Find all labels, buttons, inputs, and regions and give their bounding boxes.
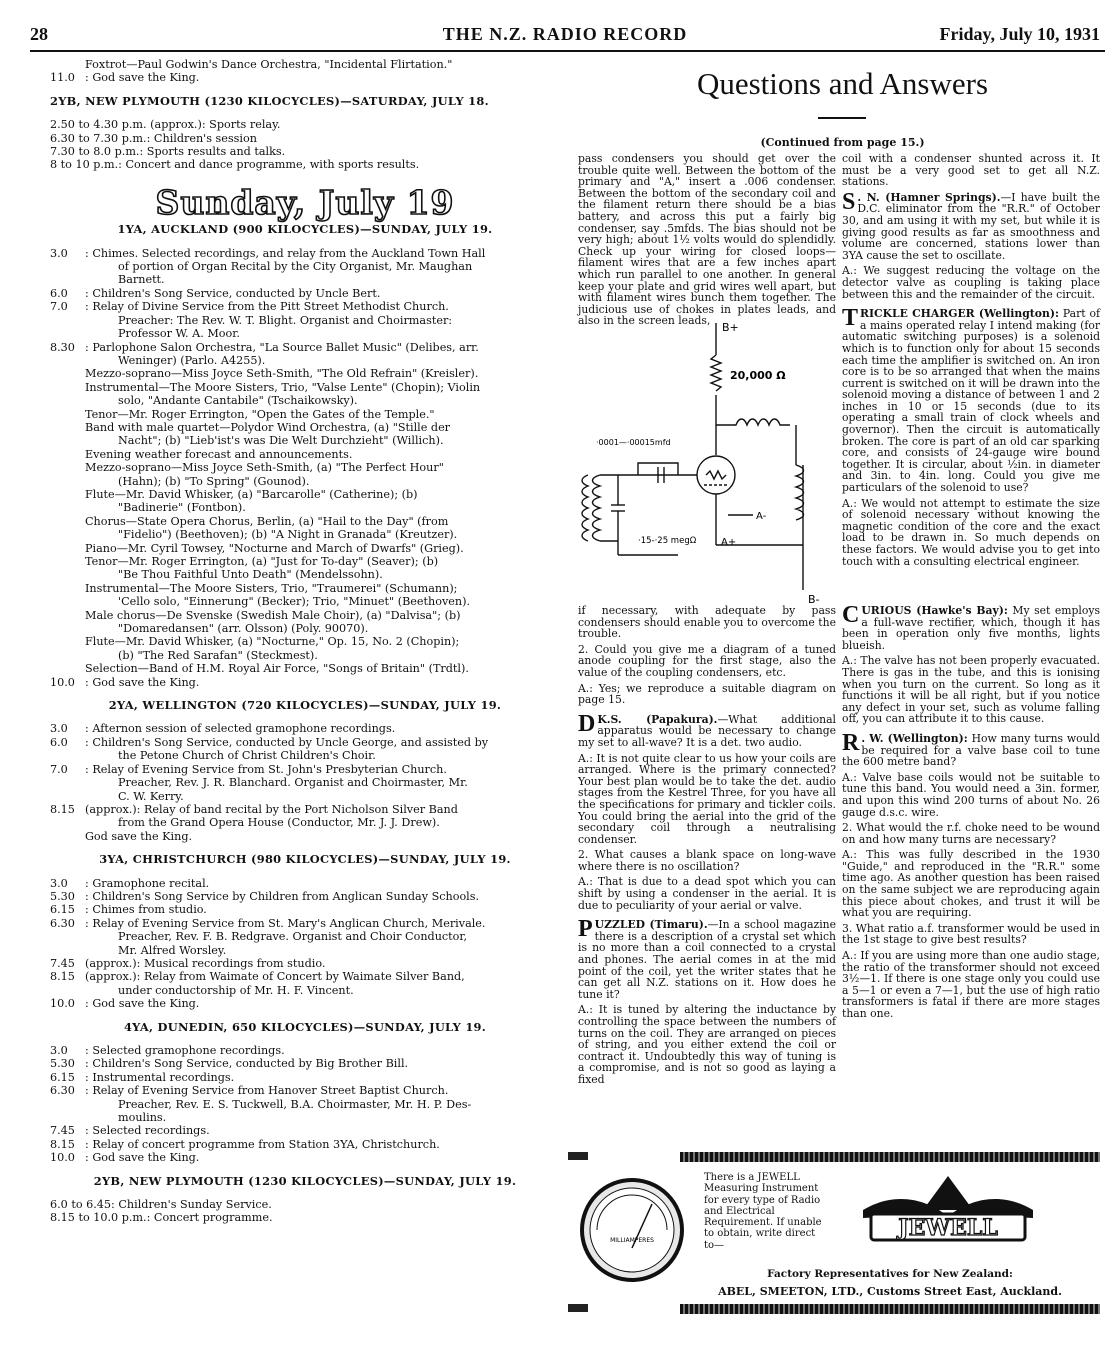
ad-border-top (680, 1152, 1100, 1162)
programme-line: 6.0 : Children's Song Service, conducted by Uncle George, and assisted by (50, 735, 489, 749)
station-heading-nplymouth-sat: 2YB, NEW PLYMOUTH (1230 KILOCYCLES)—SATURDAY, JULY 18. (50, 93, 489, 108)
qa-question: TRICKLE CHARGER (Wellington): Part of a mains operated relay I intend making (for automatic switching purposes) is a solenoid which is to function only for about 15 seconds each time the amplifier is switched on. An iron core is to be so arranged that when the mains current is switched on it will be drawn into the solenoid moving a distance of between 1 and 2 inches in 10 or 15 seconds (due to its operating a small train of clock wheels and governor). Then the circuit is automatically broken. The core is part of an old car sparking core, and consists of 24-gauge wire bound together. It is circular, about ½in. in diameter and 3in. to 4in. long. Could you give me particulars of the solenoid to use? (842, 305, 1101, 495)
programme-column (50, 58, 560, 1225)
qa-column-2-top (842, 153, 1100, 571)
station-heading-christchurch: 3YA, CHRISTCHURCH (980 KILOCYCLES)—SUNDAY, JULY 19. (99, 852, 511, 867)
jewell-brand: JEWELL (898, 1215, 998, 1241)
label-b-minus: B- (808, 593, 820, 605)
dunedin-items (50, 1044, 560, 1165)
qa-column-2-bottom (842, 602, 1100, 1024)
ad-representatives: Factory Representatives for New Zealand: (767, 1268, 1013, 1280)
qa-question: 2. What would the r.f. choke need to be wound on and how many turns are necessary? (842, 821, 1100, 846)
programme-line: Foxtrot—Paul Godwin's Dance Orchestra, "Incidental Flirtation." (85, 58, 453, 71)
programme-item: "Fidelio") (Beethoven); (b) "A Night in Granada" (Kreutzer). (118, 528, 458, 542)
qa-title: Questions and Answers (696, 66, 989, 101)
programme-line: Preacher, Rev. F. B. Redgrave. Organist and Choir Conductor, (118, 930, 468, 944)
circuit-diagram (578, 315, 836, 605)
label-grid-leak: ·15-·25 megΩ (638, 536, 697, 546)
auckland-programme (50, 367, 560, 675)
qa-answer: A.: Yes; we reproduce a suitable diagram on page 15. (578, 681, 836, 707)
programme-line: 11.0 : God save the King. (50, 71, 200, 85)
programme-line: the Petone Church of Christ Children's Choir. (118, 749, 376, 763)
masthead (30, 24, 1100, 46)
label-condenser: ·0001—·00015mfd (596, 438, 671, 447)
qa-paragraph: if necessary, with adequate by pass condensers should enable you to overcome the trouble. (578, 604, 836, 641)
programme-line: 8.15 (approx.): Relay of band recital by the Port Nicholson Silver Band (50, 802, 458, 816)
programme-item: Piano—Mr. Cyril Towsey, "Nocturne and March of Dwarfs" (Grieg). (85, 541, 464, 555)
qa-answer: A.: That is due to a dead spot which you can shift by using a condenser in the aerial. It is due to peculiarity of your aerial or valve. (578, 875, 836, 912)
qa-answer: A.: It is tuned by altering the inductance by controlling the space between the numbers of turns on the coil. They are arranged on pieces of string, and you either extend the coil or contract it. Undoubtedly this way of tuning is a compromise, and is not so good as laying a fixed (578, 1003, 836, 1086)
issue-date: Friday, July 10, 1931 (939, 24, 1100, 44)
programme-item: (b) "The Red Sarafan" (Steckmest). (118, 648, 318, 662)
qa-question: 2. What causes a blank space on long-wave where there is no oscillation? (578, 848, 836, 873)
programme-line: Preacher: The Rev. W. T. Blight. Organist and Choirmaster: (118, 313, 453, 327)
programme-line: under conductorship of Mr. H. F. Vincent. (118, 983, 354, 997)
label-a-plus: A+ (721, 537, 737, 548)
programme-item: Male chorus—De Svenske (Swedish Male Choir), (a) "Dalvisa"; (b) (85, 608, 461, 622)
programme-line: 6.0 : Children's Song Service, conducted by Uncle Bert. (50, 286, 381, 300)
programme-item: Nacht"; (b) "Lieb'ist's was Die Welt Durchzieht" (Willich). (118, 434, 444, 448)
label-b-plus: B+ (722, 321, 739, 334)
qa-column-1-top (578, 153, 836, 331)
programme-line: 6.15 : Instrumental recordings. (50, 1070, 235, 1084)
programme-line: 8.15 to 10.0 p.m.: Concert programme. (50, 1211, 273, 1225)
programme-line: moulins. (118, 1111, 167, 1125)
programme-line: 10.0 : God save the King. (50, 675, 200, 689)
programme-item: 'Cello solo, "Einnerung" (Becker); Trio, "Minuet" (Beethoven). (118, 595, 471, 609)
qa-paragraph: pass condensers you should get over the trouble quite well. Between the bottom of the primary and "A," insert a .006 condenser. Between the bottom of the secondary coil and the filament return there should be a bias battery, and across this put a fairly big condenser, say .5mfds. The bias should not be very high; about 1½ volts would do splendidly. Check up your wiring for closed loops—filament wires that are a few inches apart which run parallel to one another. In general keep your plate and grid wires well apart, but with filament wires bunch them together. The judicious use of chokes in plates leads, and also in the screen leads, (578, 152, 836, 328)
programme-item: Tenor—Mr. Roger Errington, (a) "Just for To-day" (Seaver); (b) (85, 555, 439, 568)
qa-answer: A.: If you are using more than one audio stage, the ratio of the transformer should not exceed 3½—1. If there is one stage only you could use a 5—1 or even a 7—1, but the use of high ratio transformers is fatal if there are more stages than one. (842, 949, 1100, 1020)
station-heading-wellington: 2YA, WELLINGTON (720 KILOCYCLES)—SUNDAY, JULY 19. (108, 698, 502, 713)
programme-line: 10.0 : God save the King. (50, 1151, 200, 1165)
programme-item: solo, "Andante Cantabile" (Tschaikowsky). (118, 394, 358, 408)
qa-answer: A.: It is not quite clear to us how your coils are arranged. Where is the primary connected? Your best plan would be to take the det. audio stages from the Kestrel Three, for you have all the specifications for primary and tickler coils. You could bring the aerial into the grid of the secondary coil through a neutralising condenser. (578, 751, 836, 846)
page-number: 28 (30, 24, 48, 44)
programme-item: Chorus—State Opera Chorus, Berlin, (a) "Hail to the Day" (from (85, 514, 449, 528)
meter-label: MILLIAMPERES (610, 1237, 654, 1244)
programme-item: Flute—Mr. David Whisker, (a) "Barcarolle" (Catherine); (b) (85, 487, 418, 501)
programme-line: from the Grand Opera House (Conductor, Mr. J. J. Drew). (118, 816, 440, 830)
qa-continued: (Continued from page 15.) (760, 136, 925, 149)
programme-item: Evening weather forecast and announcements. (85, 447, 353, 461)
programme-line: of portion of Organ Recital by the City Organist, Mr. Maughan (118, 260, 473, 274)
qa-question: 3. What ratio a.f. transformer would be used in the 1st stage to give best results? (842, 921, 1100, 947)
qa-question: D K.S. (Papakura).—What additional apparatus would be necessary to change my set to all-wave? It is a det. two audio. (578, 710, 836, 749)
programme-item: (Hahn); (b) "To Spring" (Gounod). (118, 474, 310, 488)
programme-line: 6.30 : Relay of Evening Service from St. Mary's Anglican Church, Merivale. (50, 916, 486, 930)
programme-line: 8.15 (approx.): Relay from Waimate of Concert by Waimate Silver Band, (50, 970, 465, 984)
qa-question: S . N. (Hamner Springs).—I have built the D.C. eliminator from the "R.R." of October 30, and am using it with my set, but while it is giving good results as far as smoothness and volume are concerned, stations lower than 3YA cause the set to oscillate. (842, 188, 1101, 262)
programme-line: Weninger) (Parlo. A4255). (118, 353, 266, 367)
programme-line: 7.45 : Selected recordings. (50, 1124, 210, 1138)
label-resistor: 20,000 Ω (730, 369, 786, 382)
qa-column-1-bottom (578, 605, 836, 1090)
programme-item: Mezzo-soprano—Miss Joyce Seth-Smith, (a) "The Perfect Hour" (85, 461, 444, 475)
programme-item: Instrumental—The Moore Sisters, Trio, "Valse Lente" (Chopin); Violin (85, 380, 481, 394)
wellington-items (50, 722, 560, 829)
ad-company: ABEL, SMEETON, LTD., Customs Street East, Auckland. (718, 1285, 1062, 1298)
station-heading-nplymouth-sun: 2YB, NEW PLYMOUTH (1230 KILOCYCLES)—SUNDAY, JULY 19. (93, 1173, 517, 1188)
programme-line: 10.0 : God save the King. (50, 997, 200, 1011)
qa-question: CURIOUS (Hawke's Bay): My set employs a full-wave rectifier, which, though it has been in operation only five months, lights blueish. (842, 602, 1100, 652)
programme-line: 8.30 : Parlophone Salon Orchestra, "La Source Ballet Music" (Delibes, arr. (50, 340, 479, 354)
programme-line: Preacher, Rev. E. S. Tuckwell, B.A. Choirmaster, Mr. H. P. Des- (118, 1097, 472, 1111)
programme-item: Tenor—Mr. Roger Errington, "Open the Gates of the Temple." (85, 407, 435, 421)
programme-line: Mr. Alfred Worsley. (118, 943, 227, 957)
programme-line: 7.0 : Relay of Divine Service from the Pitt Street Methodist Church. (50, 300, 449, 314)
programme-line: 5.30 : Children's Song Service by Children from Anglican Sunday Schools. (50, 889, 480, 903)
qa-title-rule (818, 117, 866, 119)
jewell-logo (853, 1170, 1043, 1248)
programme-item: Band with male quartet—Polydor Wind Orchestra, (a) "Stille der (85, 420, 451, 434)
programme-line: Professor W. A. Moor. (118, 327, 240, 341)
meter-illustration (572, 1170, 692, 1282)
station-heading-auckland: 1YA, AUCKLAND (900 KILOCYCLES)—SUNDAY, JULY 19. (117, 222, 493, 237)
auckland-items (50, 247, 560, 368)
jewell-advertisement (568, 1152, 1103, 1317)
programme-line: 2.50 to 4.30 p.m. (approx.): Sports relay. (50, 118, 281, 132)
programme-line: 3.0 : Gramophone recital. (50, 876, 210, 890)
programme-line: 6.0 to 6.45: Children's Sunday Service. (50, 1198, 272, 1212)
programme-item: "Be Thou Faithful Unto Death" (Mendelssohn). (118, 568, 383, 582)
programme-item: Selection—Band of H.M. Royal Air Force, "Songs of Britain" (Trdtl). (85, 662, 469, 676)
programme-line: 3.0 : Afternon session of selected gramophone recordings. (50, 722, 396, 736)
programme-line: 8 to 10 p.m.: Concert and dance programme, with sports results. (50, 158, 420, 172)
ad-corner (568, 1304, 588, 1312)
programme-item: "Domaredansen" (arr. Olsson) (Poly. 90070). (118, 622, 369, 636)
qa-answer: A.: We would not attempt to estimate the size of solenoid necessary without knowing the magnetic condition of the core and the exact load to be drawn in. So much depends on these factors. We would advise you to get into touch with a consulting electrical engineer. (842, 496, 1100, 568)
ad-copy: There is a JEWELL Measuring Instrument for every type of Radio and Electrical Requirement. If unable to obtain, write direct to— (704, 1172, 822, 1251)
label-a-minus: A- (756, 511, 767, 522)
programme-line: 3.0 : Selected gramophone recordings. (50, 1044, 285, 1057)
station-heading-dunedin: 4YA, DUNEDIN, 650 KILOCYCLES)—SUNDAY, JULY 19. (123, 1019, 487, 1034)
programme-line: Preacher, Rev. J. R. Blanchard. Organist and Choirmaster, Mr. (118, 776, 468, 790)
programme-item: "Badinerie" (Fontbon). (118, 501, 246, 515)
programme-line: C. W. Kerry. (118, 789, 184, 803)
programme-item: Flute—Mr. David Whisker, (a) "Nocturne," Op. 15, No. 2 (Chopin); (85, 635, 460, 649)
programme-line: 8.15 : Relay of concert programme from Station 3YA, Christchurch. (50, 1137, 440, 1151)
programme-line: 7.45 (approx.): Musical recordings from studio. (50, 956, 326, 970)
programme-line: 6.30 to 7.30 p.m.: Children's session (50, 131, 257, 145)
qa-question: 2. Could you give me a diagram of a tuned anode coupling for the first stage, also the value of the coupling condensers, etc. (578, 642, 836, 679)
ad-border-bottom (680, 1304, 1100, 1314)
programme-line: 6.30 : Relay of Evening Service from Hanover Street Baptist Church. (50, 1084, 449, 1098)
qa-question: R . W. (Wellington): How many turns would be required for a valve base coil to tune the 600 metre band? (842, 729, 1100, 769)
qa-question: PUZZLED (Timaru).—In a school magazine there is a description of a crystal set which is no more than a coil connected to a crystal and phones. The aerial comes in at the mid point of the coil, yet the writer states that he can get all N.Z. stations on it. How does he tune it? (578, 916, 836, 1001)
programme-line: 7.30 to 8.0 p.m.: Sports results and talks. (50, 145, 286, 159)
qa-answer: A.: We suggest reducing the voltage on the detector valve as coupling is taking place between this and the remainder of the circuit. (842, 264, 1100, 301)
qa-answer: A.: The valve has not been properly evacuated. There is gas in the tube, and this is ionising when you turn on the current. So long as it functions it will be all right, but if you notice any defect in your set, such as volume falling off, you can attribute it to this cause. (842, 654, 1100, 726)
day-title: Sunday, July 19 (155, 182, 455, 222)
programme-item: Instrumental—The Moore Sisters, Trio, "Traumerei" (Schumann); (85, 581, 458, 595)
masthead-rule (30, 50, 1105, 52)
qa-answer: A.: Valve base coils would not be suitable to tune this band. You would need a 3in. former, and upon this wind 200 turns of about No. 26 gauge d.s.c. wire. (842, 770, 1100, 819)
programme-item: Mezzo-soprano—Miss Joyce Seth-Smith, "The Old Refrain" (Kreisler). (85, 367, 479, 381)
qa-answer: A.: This was fully described in the 1930 "Guide," and reproduced in the "R.R." some time ago. As another question has been raised on the same subject we are reproducing again this piece about chokes, and trust it will be what you are requiring. (842, 848, 1100, 920)
programme-line: 3.0 : Chimes. Selected recordings, and relay from the Auckland Town Hall (50, 246, 486, 260)
ad-corner (568, 1152, 588, 1160)
programme-line: 7.0 : Relay of Evening Service from St. John's Presbyterian Church. (50, 762, 447, 776)
programme-line: Barnett. (118, 273, 165, 287)
publication-title: THE N.Z. RADIO RECORD (442, 24, 688, 44)
christchurch-items (50, 877, 560, 1011)
programme-line: 5.30 : Children's Song Service, conducted by Big Brother Bill. (50, 1057, 409, 1071)
qa-paragraph: coil with a condenser shunted across it. It must be a very good set to get all N.Z. stations. (842, 152, 1100, 189)
programme-line: God save the King. (85, 829, 193, 843)
programme-line: 6.15 : Chimes from studio. (50, 903, 207, 917)
